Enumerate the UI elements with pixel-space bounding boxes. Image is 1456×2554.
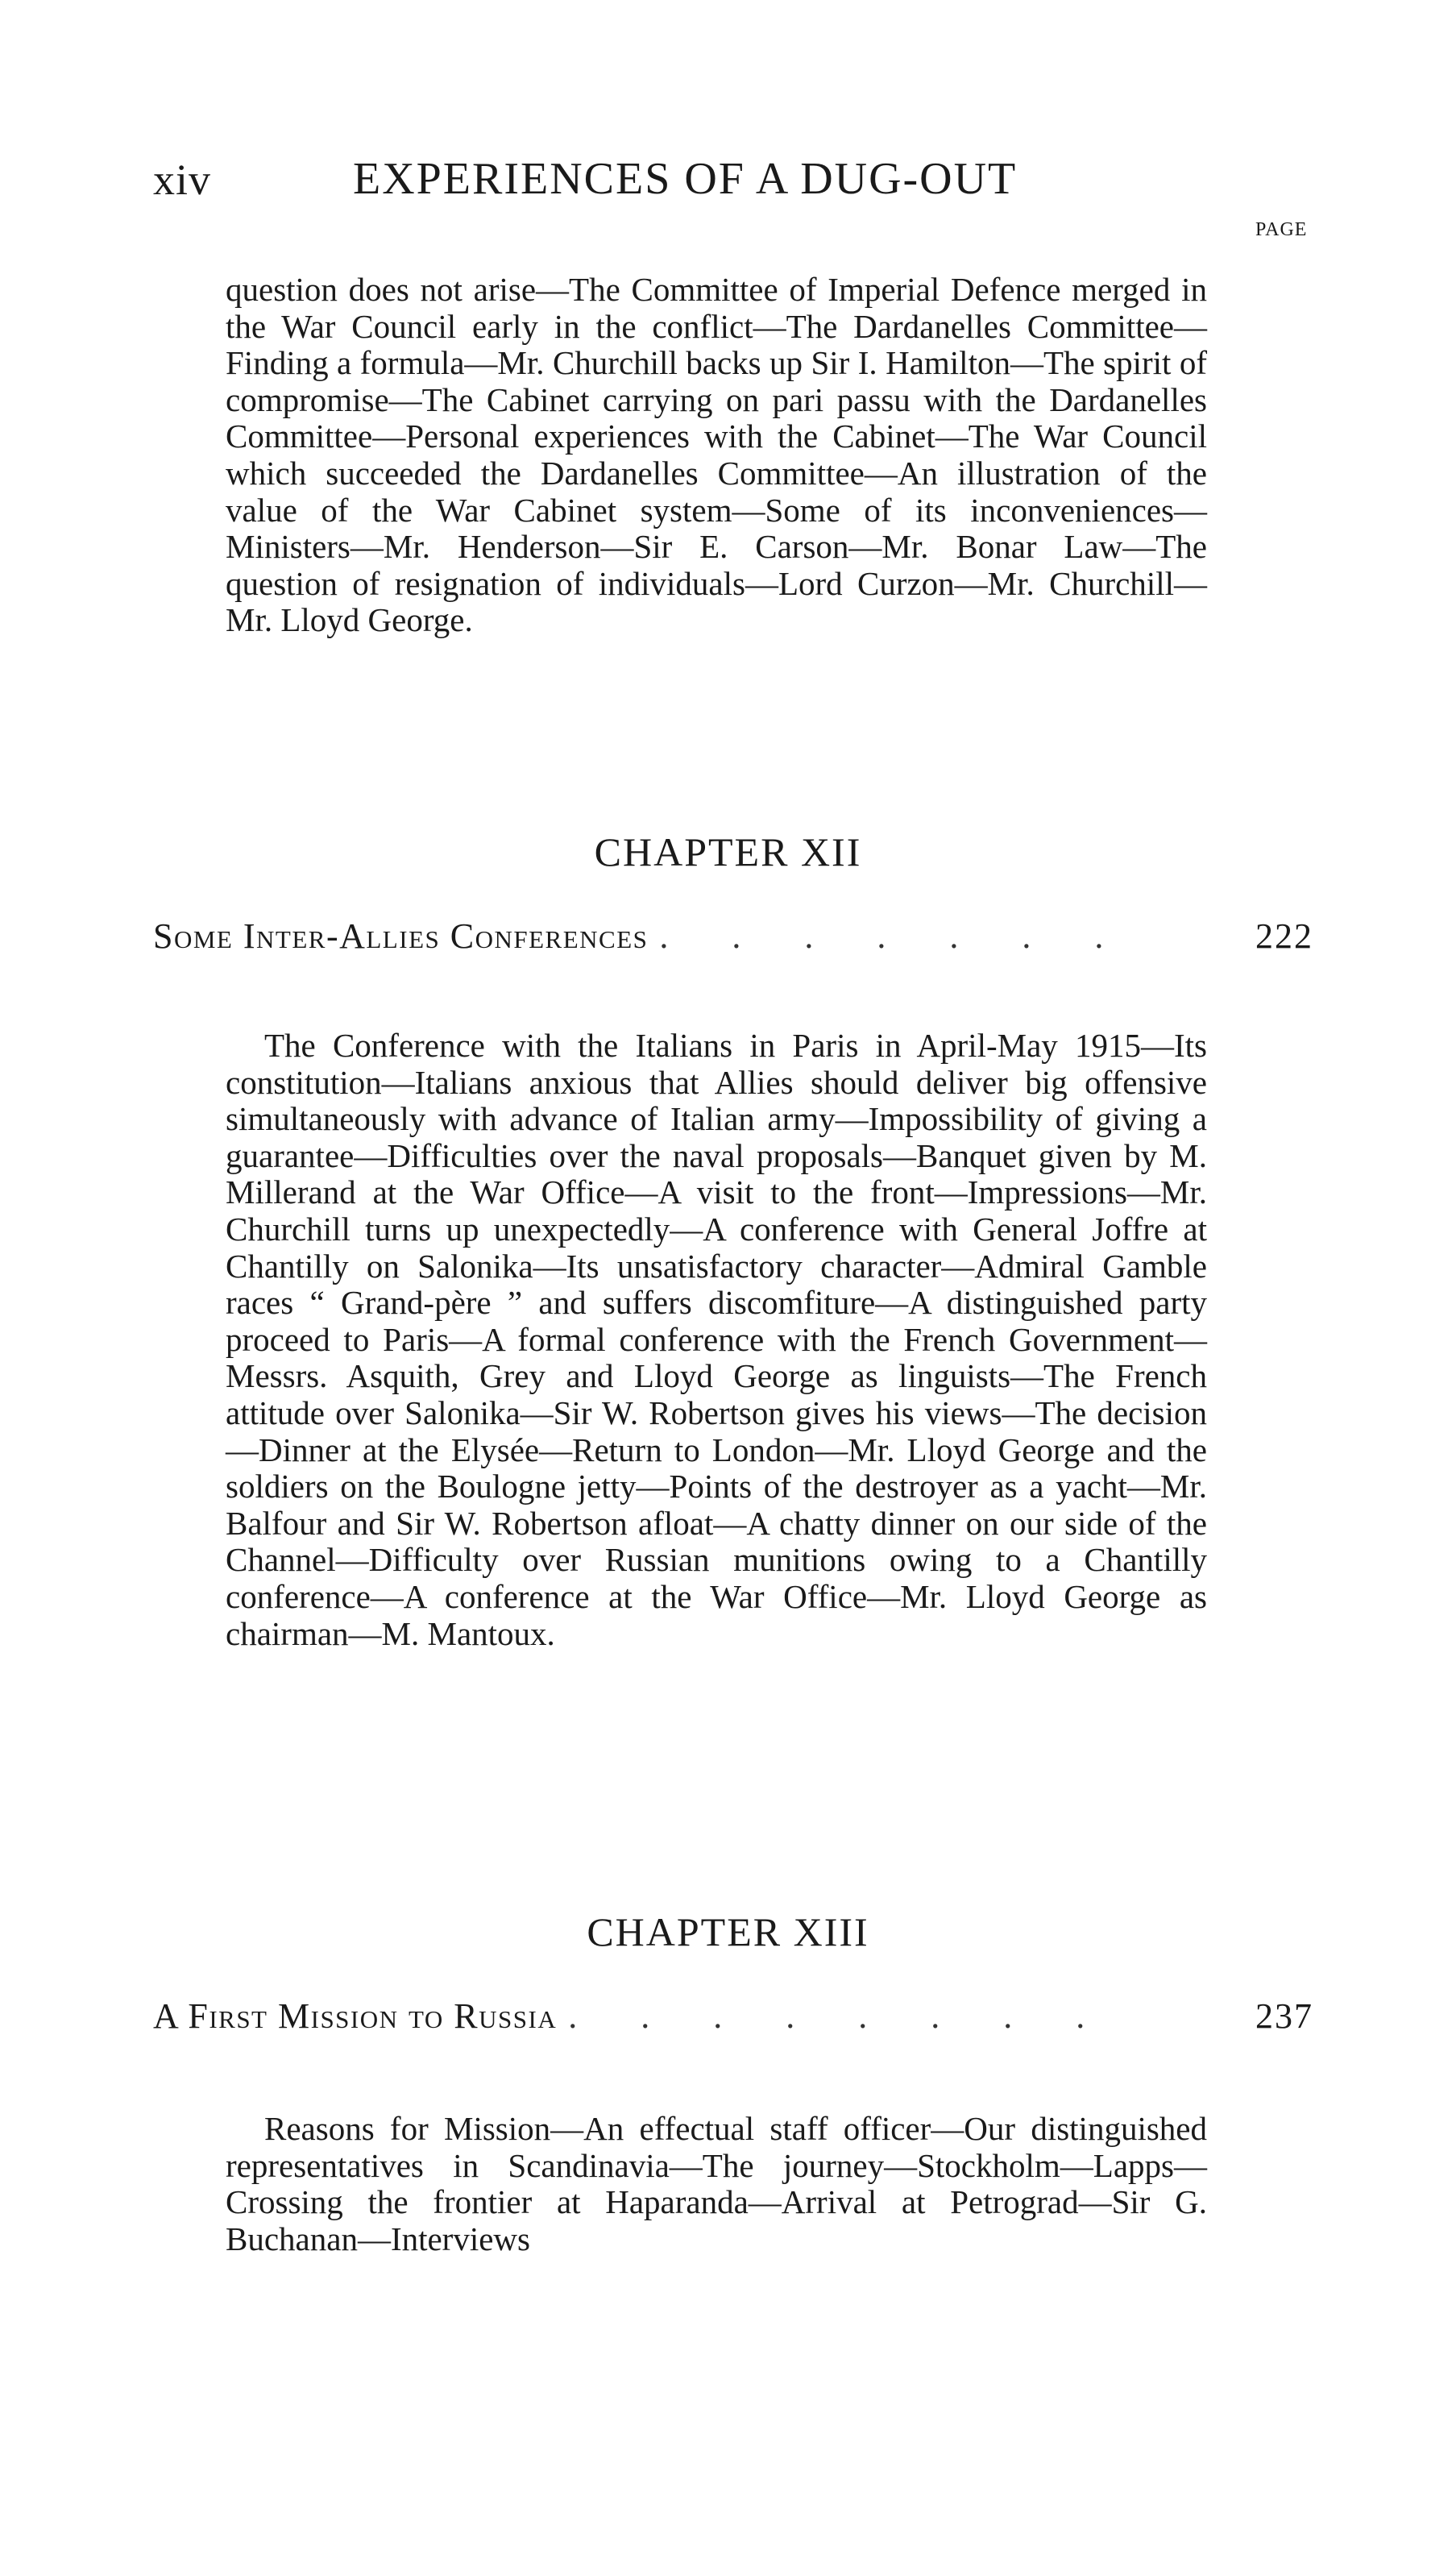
chapter-heading-xii: CHAPTER XII (594, 829, 862, 874)
chapter-heading-xiii: CHAPTER XIII (587, 1909, 869, 1954)
toc-page-number: 237 (1255, 1996, 1313, 2036)
toc-page-number: 222 (1255, 916, 1313, 956)
toc-entry-title: Some Inter-Allies Conferences (153, 916, 649, 956)
continued-chapter-summary: question does not arise—The Committee of Imperial Defence merged in the War Council early in the conflict—The Dardanelles Committee—Finding a formula—Mr. Churchill backs up Sir I. Hamilton—The spirit of compromise—The Cabinet carrying on pari passu with the Dardanelles Committee—Personal experiences with the Cabinet—The War Council which succeeded the Dardanelles Committee—An illustration of the value of the War Cabinet system—Some of its inconveniences—Ministers—Mr. Henderson—Sir E. Carson—Mr. Bonar Law—The question of resignation of individuals—Lord Curzon—Mr. Churchill—Mr. Lloyd George. (226, 271, 1207, 639)
page-column-label: PAGE (1255, 219, 1308, 240)
toc-dot-leader: . . . . . . . (659, 916, 1131, 956)
running-title: EXPERIENCES OF A DUG-OUT (353, 154, 1018, 204)
toc-entry-chapter-xii (153, 916, 1313, 957)
chapter-xii-summary: The Conference with the Italians in Paris in April-May 1915—Its constitution—Italians anxious that Allies should deliver big offensive simultaneously with advance of Italian army—Impossibility of giving a guarantee—Difficulties over the naval proposals—Banquet given by M. Millerand at the War Office—A visit to the front—Impressions—Mr. Churchill turns up unexpectedly—A conference with General Joffre at Chantilly on Salonika—Its unsatisfactory character—Admiral Gamble races “ Grand-père ” and suffers discomfiture—A distinguished party proceed to Paris—A formal conference with the French Government—Messrs. Asquith, Grey and Lloyd George as linguists—The French attitude over Salonika—Sir W. Robertson gives his views—The decision—Dinner at the Elysée—Return to London—Mr. Lloyd George and the soldiers on the Boulogne jetty—Points of the destroyer as a yacht—Mr. Balfour and Sir W. Robertson afloat—A chatty dinner on our side of the Channel—Difficulty over Russian munitions owing to a Chantilly conference—A conference at the War Office—Mr. Lloyd George as chairman—M. Mantoux. (226, 1027, 1207, 1652)
chapter-xiii-summary: Reasons for Mission—An effectual staff officer—Our distinguished representatives in Scandinavia—The journey—Stockholm—Lapps—Crossing the frontier at Haparanda—Arrival at Petrograd—Sir G. Buchanan—Interviews (226, 2110, 1207, 2257)
page-folio: xiv (153, 156, 212, 204)
toc-entry-chapter-xiii (153, 1995, 1313, 2037)
toc-dot-leader: . . . . . . . . (568, 1996, 1113, 2036)
toc-entry-title: A First Mission to Russia (153, 1996, 558, 2036)
